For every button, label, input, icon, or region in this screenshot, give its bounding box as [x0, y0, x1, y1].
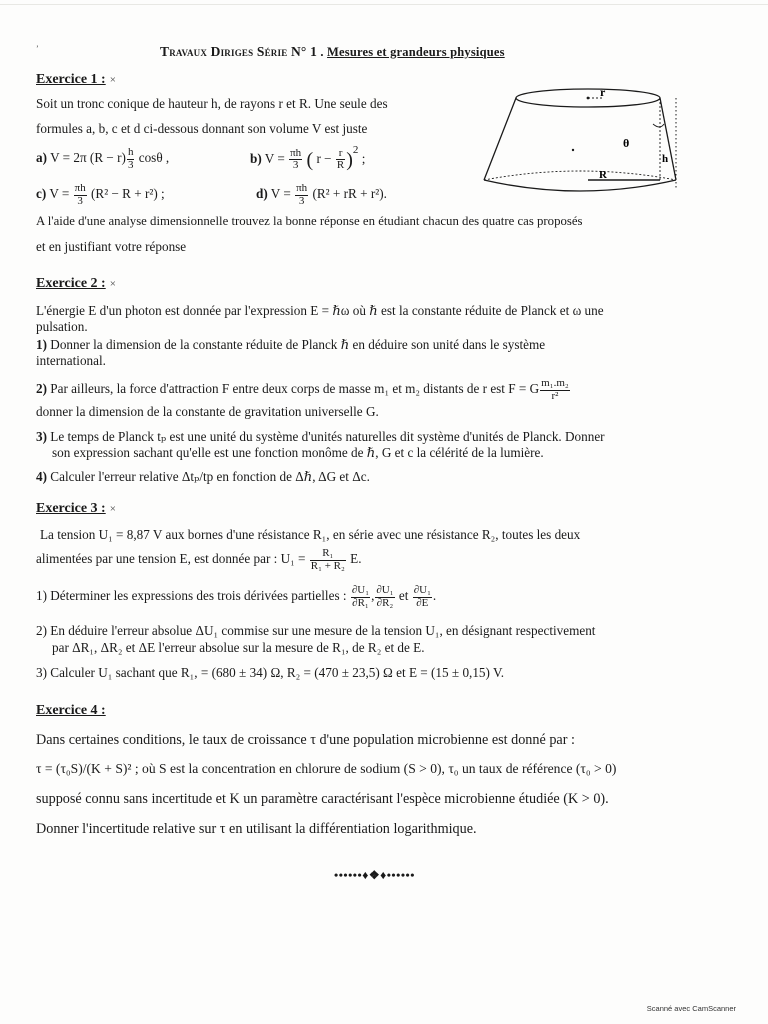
formula-a-frac-num: h — [127, 146, 134, 158]
scanner-watermark: Scanné avec CamScanner — [646, 1004, 736, 1013]
title-prefix: Travaux Diriges Série N° 1 — [160, 44, 318, 59]
ex2-q4 — [36, 470, 370, 483]
page-title — [160, 44, 505, 60]
ex3-deriv-2-den: ∂R₂ — [376, 596, 394, 609]
ex3-line-2-right: E. — [350, 551, 362, 567]
ex4-line-2: τ = (τ₀S)/(K + S)² ; où S est la concentration en chlorure de sodium (S > 0), τ₀ un taux de référence (τ₀ > 0) — [36, 761, 617, 776]
ex3-q1-text: 1) Déterminer les expressions des trois dérivées partielles : — [36, 588, 347, 604]
ex2-q3-text: Le temps de Planck tₚ est une unité du système d'unités naturelles dit système d'unités de Planck. Donner — [47, 429, 605, 444]
ex2-intro-2: pulsation. — [36, 319, 88, 334]
formula-d — [256, 183, 387, 207]
cone-bottom-back — [484, 171, 676, 180]
figure-label-h: h — [662, 153, 669, 165]
ex1-line-3: A l'aide d'une analyse dimensionnelle trouvez la bonne réponse en étudiant chacun des quatre cas proposés — [36, 214, 583, 228]
ex3-line-2 — [36, 548, 362, 572]
ex2-q2-cont: donner la dimension de la constante de gravitation universelle G. — [36, 404, 379, 419]
formula-a — [36, 147, 169, 171]
ex3-line-2-left: alimentées par une tension E, est donnée par : U₁ = — [36, 551, 306, 567]
ex3-deriv-2-num: ∂U₁ — [376, 584, 394, 596]
ex2-q2-text: Par ailleurs, la force d'attraction F entre deux corps de masse m₁ et m₂ distants de r est F = G — [47, 381, 540, 397]
formula-a-label: a) — [36, 150, 47, 166]
ex2-intro-1: L'énergie E d'un photon est donnée par l'expression E = ℏω où ℏ est la constante réduite de Planck et ω une — [36, 303, 604, 318]
ex2-q4-text: Calculer l'erreur relative Δtₚ/tp en fonction de Δℏ, ΔG et Δc. — [47, 469, 370, 484]
top-center-dot — [587, 97, 590, 100]
formula-d-fraction — [295, 183, 308, 207]
ex3-deriv-1 — [351, 585, 370, 609]
ex3-deriv-3-den: ∂E — [416, 596, 429, 609]
ex3-deriv-1-den: ∂R₁ — [352, 596, 369, 609]
ex2-q4-label: 4) — [36, 469, 47, 484]
exercise-1-label: Exercice 1 : — [36, 72, 106, 87]
ex2-q1-text: Donner la dimension de la constante réduite de Planck ℏ en déduire son unité dans le système — [47, 337, 546, 352]
cone-left-edge — [484, 98, 516, 180]
formula-b-inner-den: R — [336, 159, 345, 172]
formula-b-end: ; — [361, 151, 366, 166]
cone-bottom-front — [484, 180, 676, 191]
exercise-3-mark: × — [109, 503, 116, 515]
exercise-3-label: Exercice 3 : — [36, 501, 106, 516]
ex2-q2-label: 2) — [36, 381, 47, 397]
exercise-1-heading — [36, 72, 116, 88]
ex3-deriv-2 — [375, 585, 394, 609]
ex3-q1: 1) Déterminer les expressions des trois dérivées partielles : $\frac{\text{∂U₁}}{\text{∂R₁}}$ , $\frac{\text{∂U₁}}{\text{∂R₂}}$ et $\frac{\text{∂U₁}}{\partial E}$ . — [36, 584, 437, 609]
ex1-line-1: Soit un tronc conique de hauteur h, de rayons r et R. Une seule des — [36, 96, 388, 111]
ex3-deriv-3-num: ∂U₁ — [413, 584, 431, 596]
formula-c-label: c) — [36, 186, 47, 202]
exercise-3-heading — [36, 501, 116, 517]
formula-b-inner-num: r — [336, 148, 345, 161]
angle-arc — [653, 124, 664, 127]
formula-c-frac-num: πh — [74, 182, 86, 194]
formula-c-frac-den: 3 — [77, 194, 83, 207]
ex2-q2-fraction — [540, 378, 570, 402]
ex2-q2 — [36, 378, 571, 402]
ex3-deriv-3 — [413, 585, 432, 609]
figure-label-theta: θ — [623, 136, 630, 150]
ex2-q1-cont: international. — [36, 353, 106, 368]
formula-b-frac-den: 3 — [292, 159, 299, 172]
title-separator: . — [320, 45, 324, 59]
cone-right-edge — [660, 98, 676, 180]
ex2-q1-label: 1) — [36, 337, 47, 352]
formula-a-frac-den: 3 — [127, 158, 134, 171]
ex3-u1-den: R₁ + R₂ — [310, 559, 345, 572]
formula-d-label: d) — [256, 186, 268, 202]
axis-dot — [572, 149, 574, 151]
formula-b — [250, 145, 365, 172]
formula-b-paren-open: ( — [306, 148, 314, 171]
formula-d-frac-den: 3 — [298, 194, 305, 207]
ex3-line-1: La tension U₁ = 8,87 V aux bornes d'une résistance R₁, en série avec une résistance R₂, toutes les deux — [40, 527, 581, 542]
exercise-1-mark: × — [109, 74, 116, 86]
ex2-q3-cont: son expression sachant qu'elle est une fonction monôme de ℏ, G et c la célérité de la lumière. — [52, 445, 544, 460]
ex2-q2-num: m₁.m₂ — [541, 377, 569, 389]
ex2-q2-den: r² — [551, 389, 559, 402]
formula-b-fraction — [289, 148, 302, 172]
truncated-cone-figure — [478, 84, 690, 202]
section-divider: ••••••♦❖♦•••••• — [334, 868, 415, 882]
ex3-q1-end: . — [432, 588, 437, 604]
ex2-q3-label: 3) — [36, 429, 47, 444]
formula-b-inner-left: r − — [316, 151, 332, 166]
formula-b-power: 2 — [352, 144, 359, 156]
formula-b-inner-fraction — [336, 148, 345, 172]
scan-speck: ʼ — [36, 44, 39, 53]
formula-c — [36, 183, 165, 207]
ex3-deriv-1-num: ∂U₁ — [351, 584, 370, 596]
formula-a-rhs: cosθ , — [138, 150, 170, 166]
figure-label-r: r — [600, 85, 606, 99]
formula-b-frac-num: πh — [290, 146, 302, 159]
ex3-q2-line-2: par ΔR₁, ΔR₂ et ΔE l'erreur absolue sur la mesure de R₁, de R₂ et de E. — [52, 640, 425, 655]
formula-b-lhs: V = — [264, 151, 285, 166]
formula-d-rhs: (R² + rR + r²). — [312, 186, 387, 202]
scan-edge-line — [0, 4, 768, 5]
exercise-4-label: Exercice 4 : — [36, 703, 106, 718]
ex2-q3 — [36, 430, 605, 443]
formula-c-fraction — [74, 183, 87, 207]
ex1-line-2: formules a, b, c et d ci-dessous donnant son volume V est juste — [36, 121, 368, 136]
formula-a-fraction — [127, 147, 135, 171]
formula-b-paren-close: ) — [346, 148, 353, 171]
exercise-2-label: Exercice 2 : — [36, 276, 106, 291]
ex3-u1-fraction — [310, 548, 346, 572]
figure-label-R: R — [599, 169, 607, 181]
formula-a-lhs: V = 2π (R − r) — [50, 150, 126, 166]
formula-c-rhs: (R² − R + r²) ; — [91, 186, 165, 202]
exercise-2-heading — [36, 276, 116, 292]
ex3-u1-num: R₁ — [310, 548, 346, 561]
ex4-line-1: Dans certaines conditions, le taux de croissance τ d'une population microbienne est donné par : — [36, 732, 575, 748]
exercise-2-mark: × — [109, 278, 116, 290]
ex2-q1 — [36, 338, 545, 351]
ex3-q1-et: et — [398, 588, 409, 604]
formula-b-label: b) — [250, 151, 262, 166]
exercise-4-heading — [36, 703, 106, 719]
title-subject: Mesures et grandeurs physiques — [327, 45, 505, 59]
ex3-q2-line-1: 2) En déduire l'erreur absolue ΔU₁ commise sur une mesure de la tension U₁, en désignant respectivement — [36, 623, 596, 638]
ex1-line-4: et en justifiant votre réponse — [36, 239, 187, 254]
ex4-line-3: supposé connu sans incertitude et K un paramètre caractérisant l'espèce microbienne étudiée (K > 0). — [36, 791, 609, 807]
formula-d-frac-num: πh — [296, 182, 308, 194]
ex3-q3: 3) Calculer U₁ sachant que R₁, = (680 ± 34) Ω, R₂ = (470 ± 23,5) Ω et E = (15 ± 0,15) V. — [36, 665, 505, 680]
formula-d-lhs: V = — [270, 186, 291, 202]
formula-c-lhs: V = — [49, 186, 70, 202]
ex4-line-4: Donner l'incertitude relative sur τ en utilisant la différentiation logarithmique. — [36, 821, 477, 837]
